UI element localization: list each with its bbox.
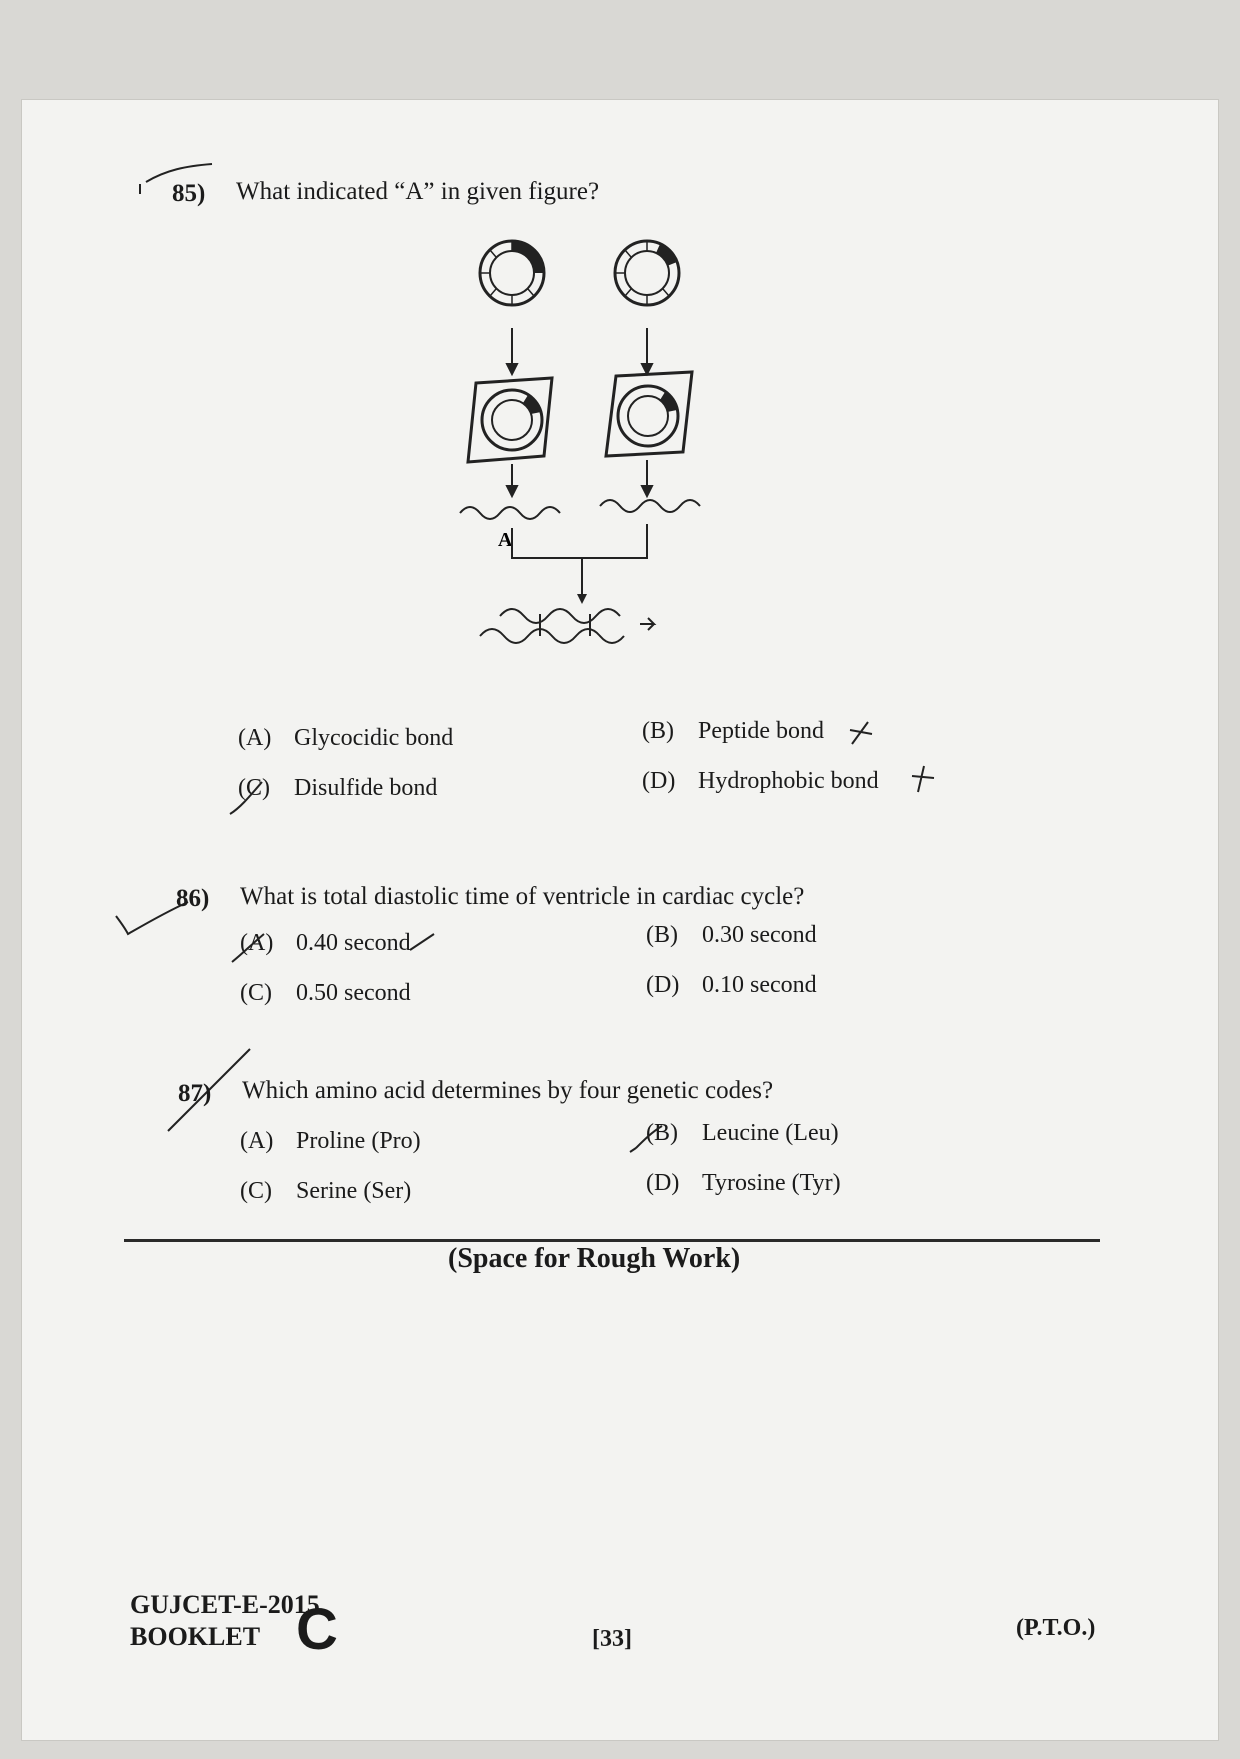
question-number: 85) [172,180,206,207]
rough-work-heading: (Space for Rough Work) [448,1243,741,1274]
figure-label-a: A [498,529,513,551]
question-text: Which amino acid determines by four genetic codes? [242,1077,774,1104]
polypeptide-chain-left [460,507,560,519]
option-b: (B) Peptide bond [642,718,824,744]
polypeptide-chain-right [600,500,700,512]
option-a: (A) Glycocidic bond [238,725,454,751]
option-c: (C) Serine (Ser) [240,1178,412,1204]
booklet-label: BOOKLET [130,1622,261,1651]
question-number: 86) [176,885,210,912]
cell-right [615,241,679,305]
check-stroke [408,930,438,954]
option-a: (A) 0.40 second [240,930,411,956]
option-d: (D) 0.10 second [646,972,817,998]
answer-mark-b [626,1122,666,1158]
question-text: What is total diastolic time of ventricle in cardiac cycle? [240,883,805,910]
combined-protein-chain [480,609,654,643]
answer-mark-c [226,778,266,818]
cross-mark-d [908,764,938,794]
section-divider [124,1239,1100,1242]
question-text: What indicated “A” in given figure? [236,178,600,205]
exam-code: GUJCET-E-2015 [130,1590,320,1619]
booklet-letter: C [296,1597,338,1662]
option-a: (A) Proline (Pro) [240,1128,421,1154]
page-number: [33] [592,1626,632,1652]
pto-label: (P.T.O.) [1016,1615,1096,1641]
option-c: (C) 0.50 second [240,980,411,1006]
cell-left [480,241,544,305]
cell-in-frame-right [606,372,692,456]
cross-mark-b [846,718,876,748]
question-number: 87) [178,1080,212,1107]
option-b: (B) 0.30 second [646,922,817,948]
option-d: (D) Tyrosine (Tyr) [646,1170,841,1196]
cell-fusion-figure [440,228,740,708]
answer-mark-a [228,930,268,966]
option-b: (B) Leucine (Leu) [646,1120,839,1146]
cell-in-frame-left [468,378,552,462]
option-d: (D) Hydrophobic bond [642,768,879,794]
option-c: (C) Disulfide bond [238,775,438,801]
